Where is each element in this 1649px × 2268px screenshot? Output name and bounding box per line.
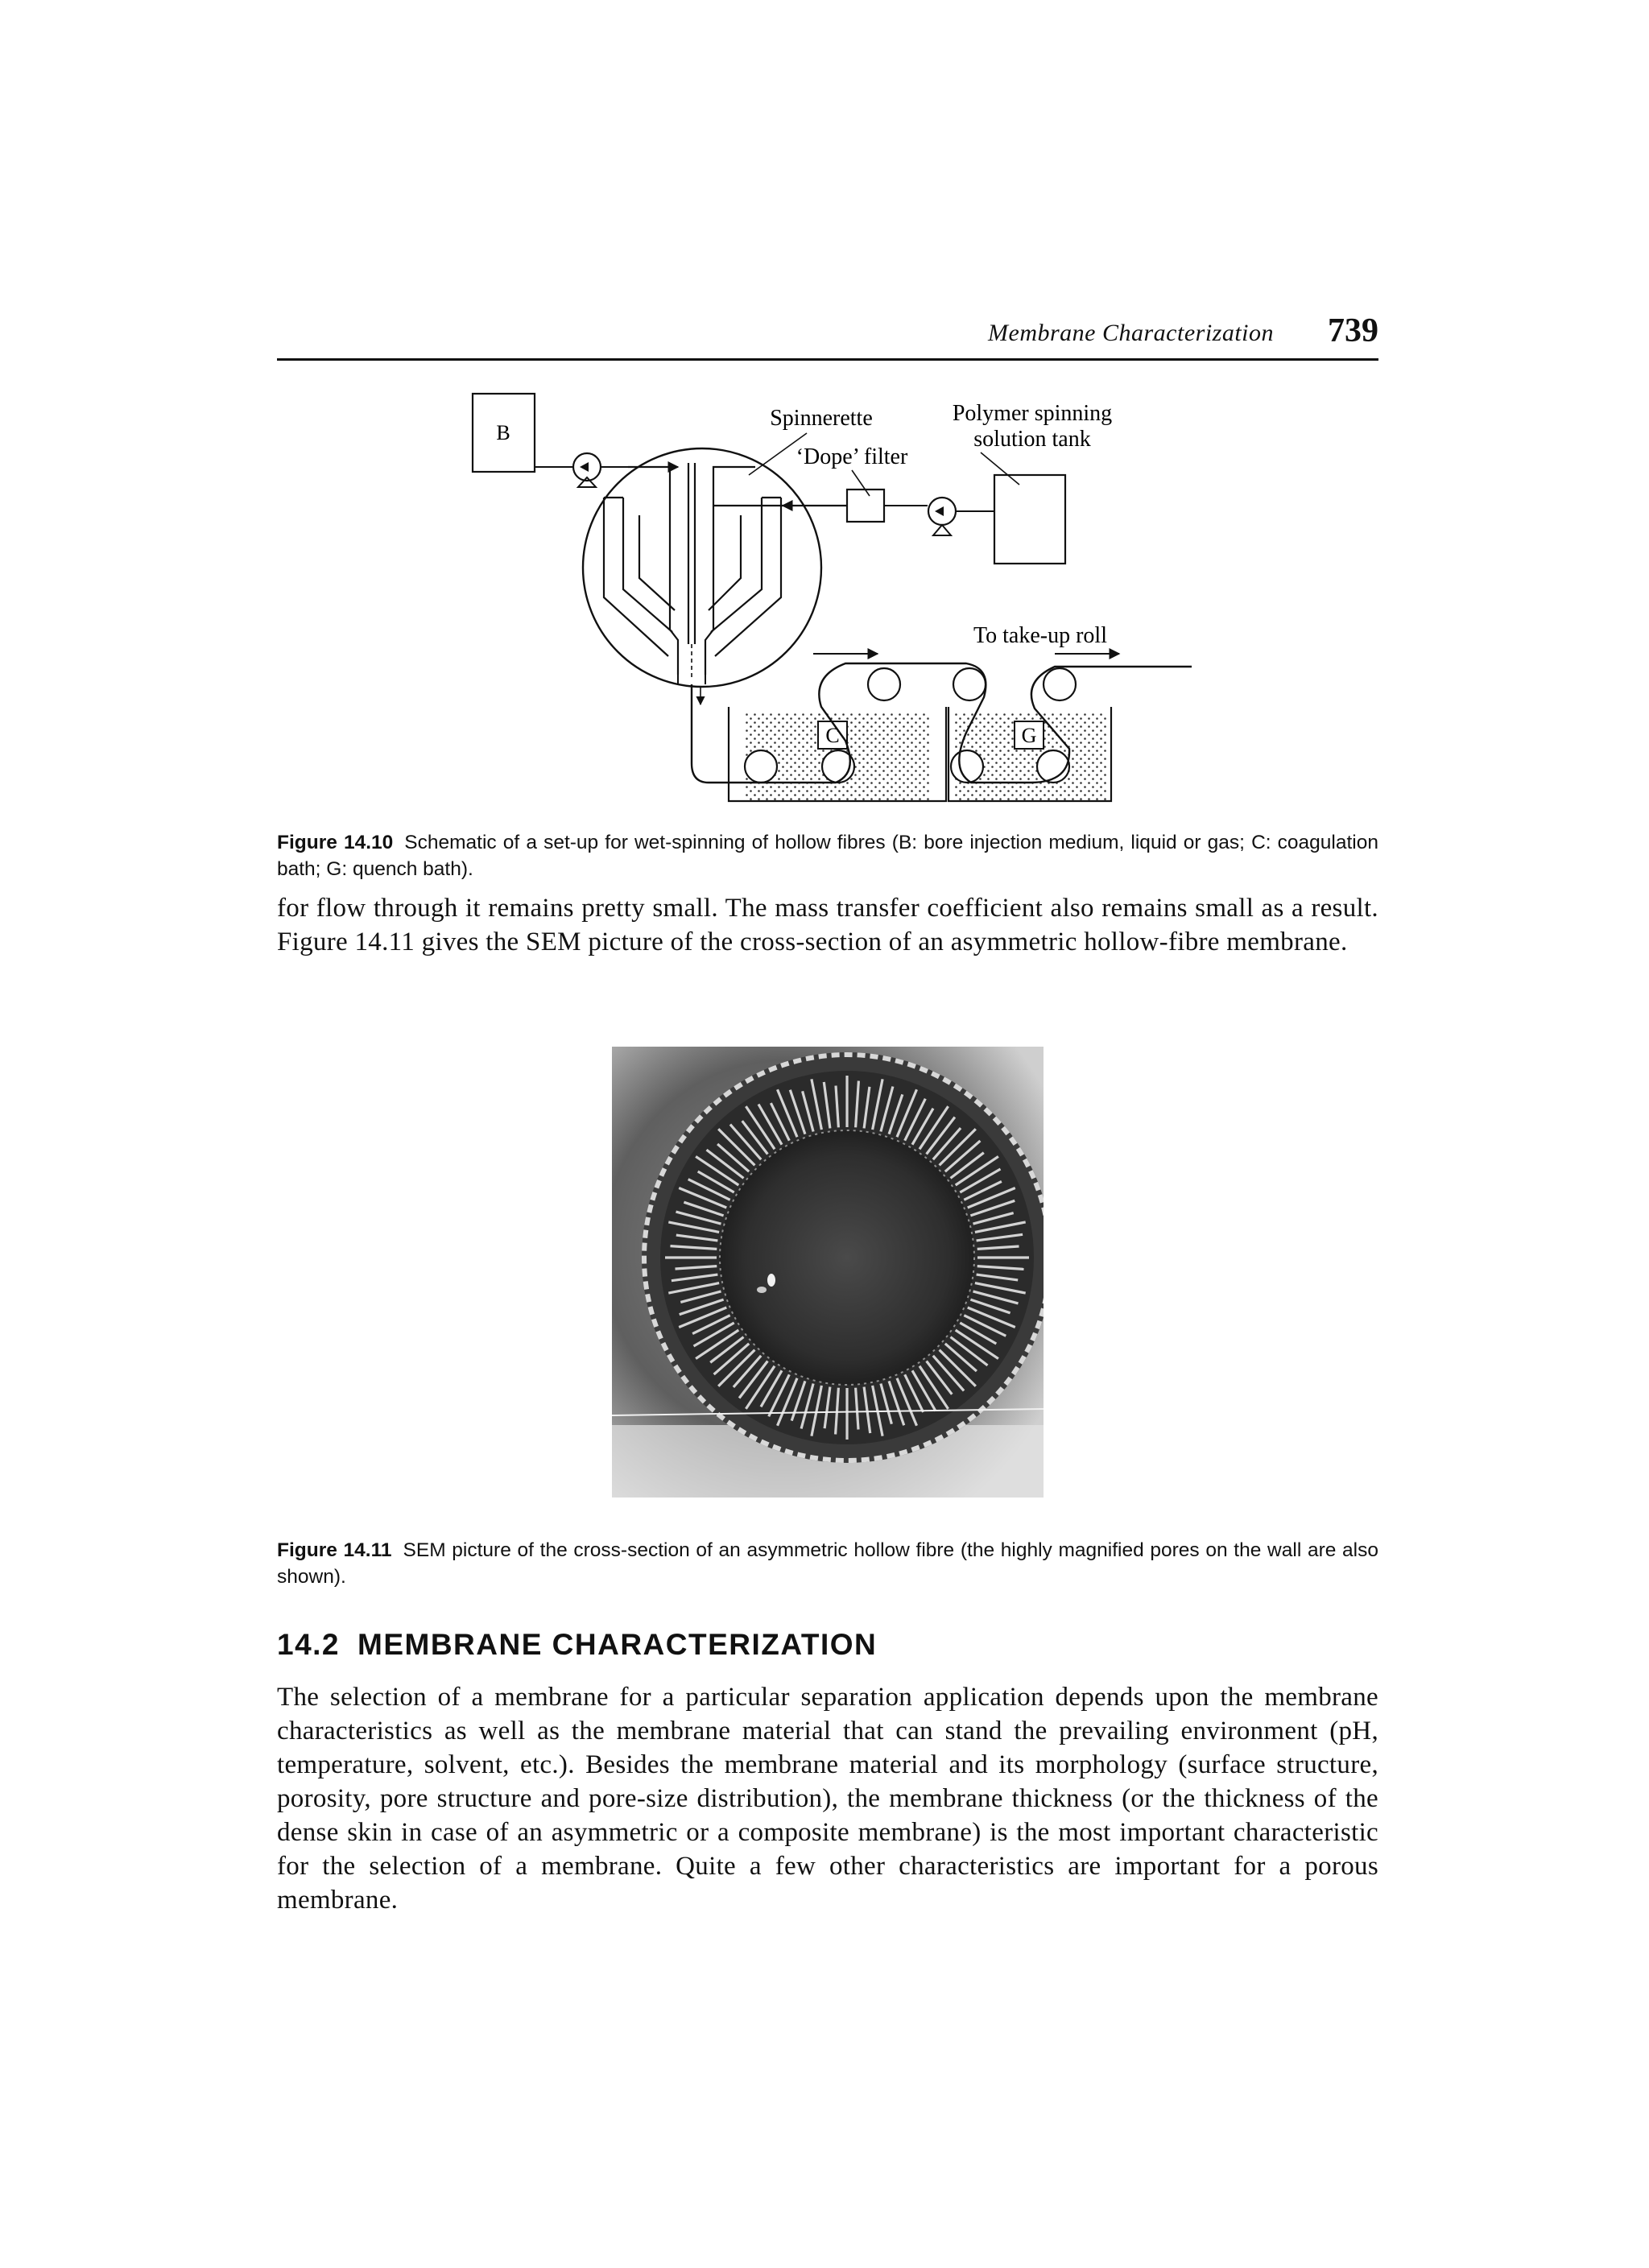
page-number: 739 [1328, 312, 1378, 349]
tank-label-line1: Polymer spinning [952, 401, 1113, 426]
tank-label-line2: solution tank [973, 427, 1091, 452]
figure-14-11-caption [277, 1537, 1378, 1590]
figure-14-11-label: Figure 14.11 [277, 1539, 392, 1561]
coag-bath-label: C [825, 724, 840, 747]
running-head [277, 312, 1378, 361]
running-title: Membrane Characterization [988, 320, 1274, 346]
dope-filter-box [847, 490, 884, 522]
section-heading [277, 1628, 877, 1662]
spinnerette-circle [583, 448, 821, 687]
bore-pump-icon [573, 453, 601, 487]
figure-14-10-label: Figure 14.10 [277, 832, 394, 853]
wet-spinning-schematic [467, 386, 1192, 813]
spinnerette-icon [604, 463, 847, 675]
quench-bath-label: G [1021, 724, 1037, 747]
bore-medium-box [473, 394, 535, 472]
figure-14-10-caption [277, 829, 1378, 882]
section-number: 14.2 [277, 1628, 341, 1661]
bore-box-label: B [496, 421, 510, 444]
paragraph-continuation: for flow through it remains pretty small. The mass transfer coefficient also remains small as a result. Figure 14.11 gives the SEM picture of the cross-section of an asymmetric hollow-fibre membrane. [277, 894, 1378, 956]
paragraph-membrane-characterization: The selection of a membrane for a particular separation application depends upon the membrane characteristics as well as the membrane material that can stand the prevailing environment (pH, temperature, solvent, etc.). Besides the membrane material and its morphology (surface structure, porosity, pore structure and pore-size distribution), the membrane thickness (or the thickness of the dense skin in case of an asymmetric or a composite membrane) is the most important characteristic for the selection of a membrane. Quite a few other characteristics are important for a porous membrane. [277, 1683, 1378, 1915]
figure-14-11-text: SEM picture of the cross-section of an asymmetric hollow fibre (the highly magnified pores on the wall are also shown). [277, 1539, 1378, 1588]
section-title: MEMBRANE CHARACTERIZATION [357, 1628, 878, 1661]
polymer-pump-icon [928, 498, 956, 535]
solution-tank [994, 475, 1065, 564]
dope-filter-label: ‘Dope’ filter [796, 444, 908, 469]
sem-hollow-fibre-image [612, 1047, 1044, 1498]
figure-14-10-text: Schematic of a set-up for wet-spinning of hollow fibres (B: bore injection medium, liquid or gas; C: coagulation bath; G: quench bath). [277, 832, 1379, 880]
take-up-label: To take-up roll [973, 623, 1107, 648]
spinnerette-label: Spinnerette [770, 406, 873, 431]
